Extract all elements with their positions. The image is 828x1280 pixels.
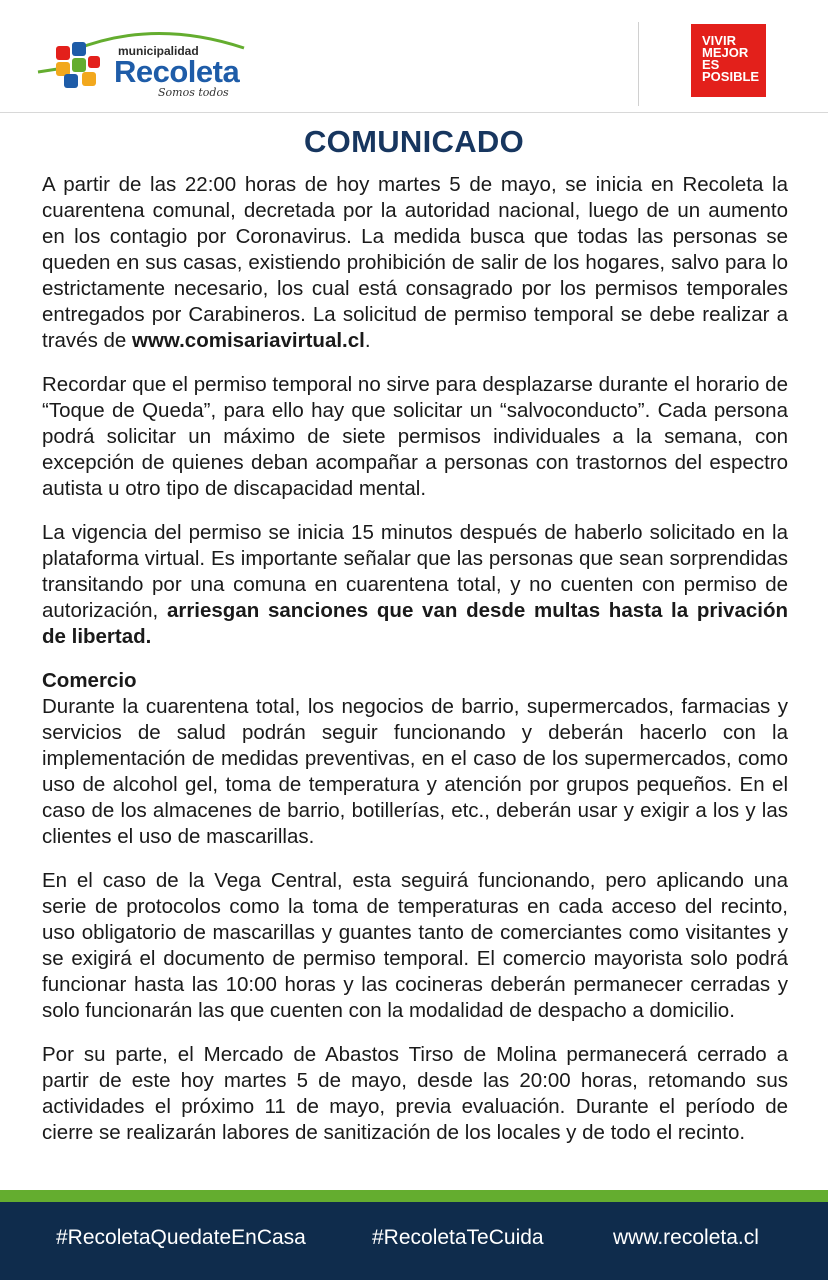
footer-website: www.recoleta.cl bbox=[613, 1226, 759, 1249]
hashtag-te-cuida: #RecoletaTeCuida bbox=[372, 1226, 544, 1249]
hashtag-quedate-en-casa: #RecoletaQuedateEnCasa bbox=[56, 1226, 306, 1249]
vivir-mejor-badge bbox=[691, 24, 766, 97]
footer bbox=[0, 1202, 828, 1280]
sanctions-warning: arriesgan sanciones que van desde multas hasta la privación de libertad. bbox=[42, 599, 788, 648]
paragraph-6: Por su parte, el Mercado de Abastos Tirso de Molina permanecerá cerrado a partir de este hoy martes 5 de mayo, desde las 20:00 horas, retomando sus actividades el próximo 11 de mayo, previa evaluación. Durante el período de cierre se realizarán labores de sanitización de los locales y de todo el recinto. bbox=[42, 1043, 788, 1144]
paragraph-2: Recordar que el permiso temporal no sirve para desplazarse durante el horario de “Toque de Queda”, para ello hay que solicitar un “salvoconducto”. Cada persona podrá solicitar un máximo de siete permisos individuales a la semana, con excepción de quienes deban acompañar a personas con trastornos del espectro autista u otro tipo de discapacidad mental. bbox=[42, 373, 788, 500]
footer-accent-bar bbox=[0, 1190, 828, 1202]
badge-line: MEJOR bbox=[702, 45, 749, 60]
header bbox=[0, 0, 828, 113]
permit-website-link: www.comisariavirtual.cl bbox=[132, 329, 365, 352]
recoleta-logo bbox=[34, 22, 264, 102]
paragraph-text: La vigencia del permiso se inicia 15 minutos después de haberlo solicitado en la plataforma virtual. Es importante señalar que las personas que sean sorprendidas transitando por una comuna en cuarentena total, y no cuenten con permiso de autorización, bbox=[42, 521, 788, 622]
logo-municipalidad: municipalidad bbox=[118, 44, 199, 58]
paragraph-4: Durante la cuarentena total, los negocios de barrio, supermercados, farmacias y servicios de salud podrán seguir funcionando y deberán hacerlo con la implementación de medidas preventivas, en el caso de los supermercados, como uso de alcohol gel, toma de temperatura y atención por grupos pequeños. En el caso de los almacenes de barrio, botillerías, etc., deberán usar y exigir a los y las clientes el uso de mascarillas. bbox=[42, 695, 788, 848]
paragraph-text: A partir de las 22:00 horas de hoy martes 5 de mayo, se inicia en Recoleta la cuarentena comunal, decretada por la autoridad nacional, luego de un aumento en los contagio por Coronavirus. La medida busca que todas las personas se queden en sus casas, existiendo prohibición de salir de los hogares, salvo para lo estrictamente necesario, los cual está consagrado por los permisos temporales entregados por Carabineros. La solicitud de permiso temporal se debe realizar a través de bbox=[42, 173, 788, 352]
paragraph-3 bbox=[42, 520, 788, 650]
header-divider bbox=[638, 22, 639, 106]
badge-line: ES bbox=[702, 57, 720, 72]
paragraph-1 bbox=[42, 172, 788, 354]
announcement-body bbox=[42, 172, 788, 1146]
logo-recoleta: Recoleta bbox=[114, 54, 240, 89]
badge-line: VIVIR bbox=[702, 33, 736, 48]
badge-line: POSIBLE bbox=[702, 69, 760, 84]
paragraph-5: En el caso de la Vega Central, esta seguirá funcionando, pero aplicando una serie de protocolos como la toma de temperaturas en cada acceso del recinto, uso obligatorio de mascarillas y guantes tanto de comerciantes como visitantes y se exigirá el documento de permiso temporal. El comercio mayorista solo podrá funcionar hasta las 10:00 horas y las cocineras deberán permanecer cerradas y solo funcionarán las que cuenten con la modalidad de despacho a domicilio. bbox=[42, 869, 788, 1022]
page-title: COMUNICADO bbox=[304, 124, 524, 159]
paragraph-text: . bbox=[364, 329, 371, 352]
section-heading-comercio: Comercio bbox=[42, 669, 137, 692]
logo-tagline: Somos todos bbox=[158, 86, 229, 99]
